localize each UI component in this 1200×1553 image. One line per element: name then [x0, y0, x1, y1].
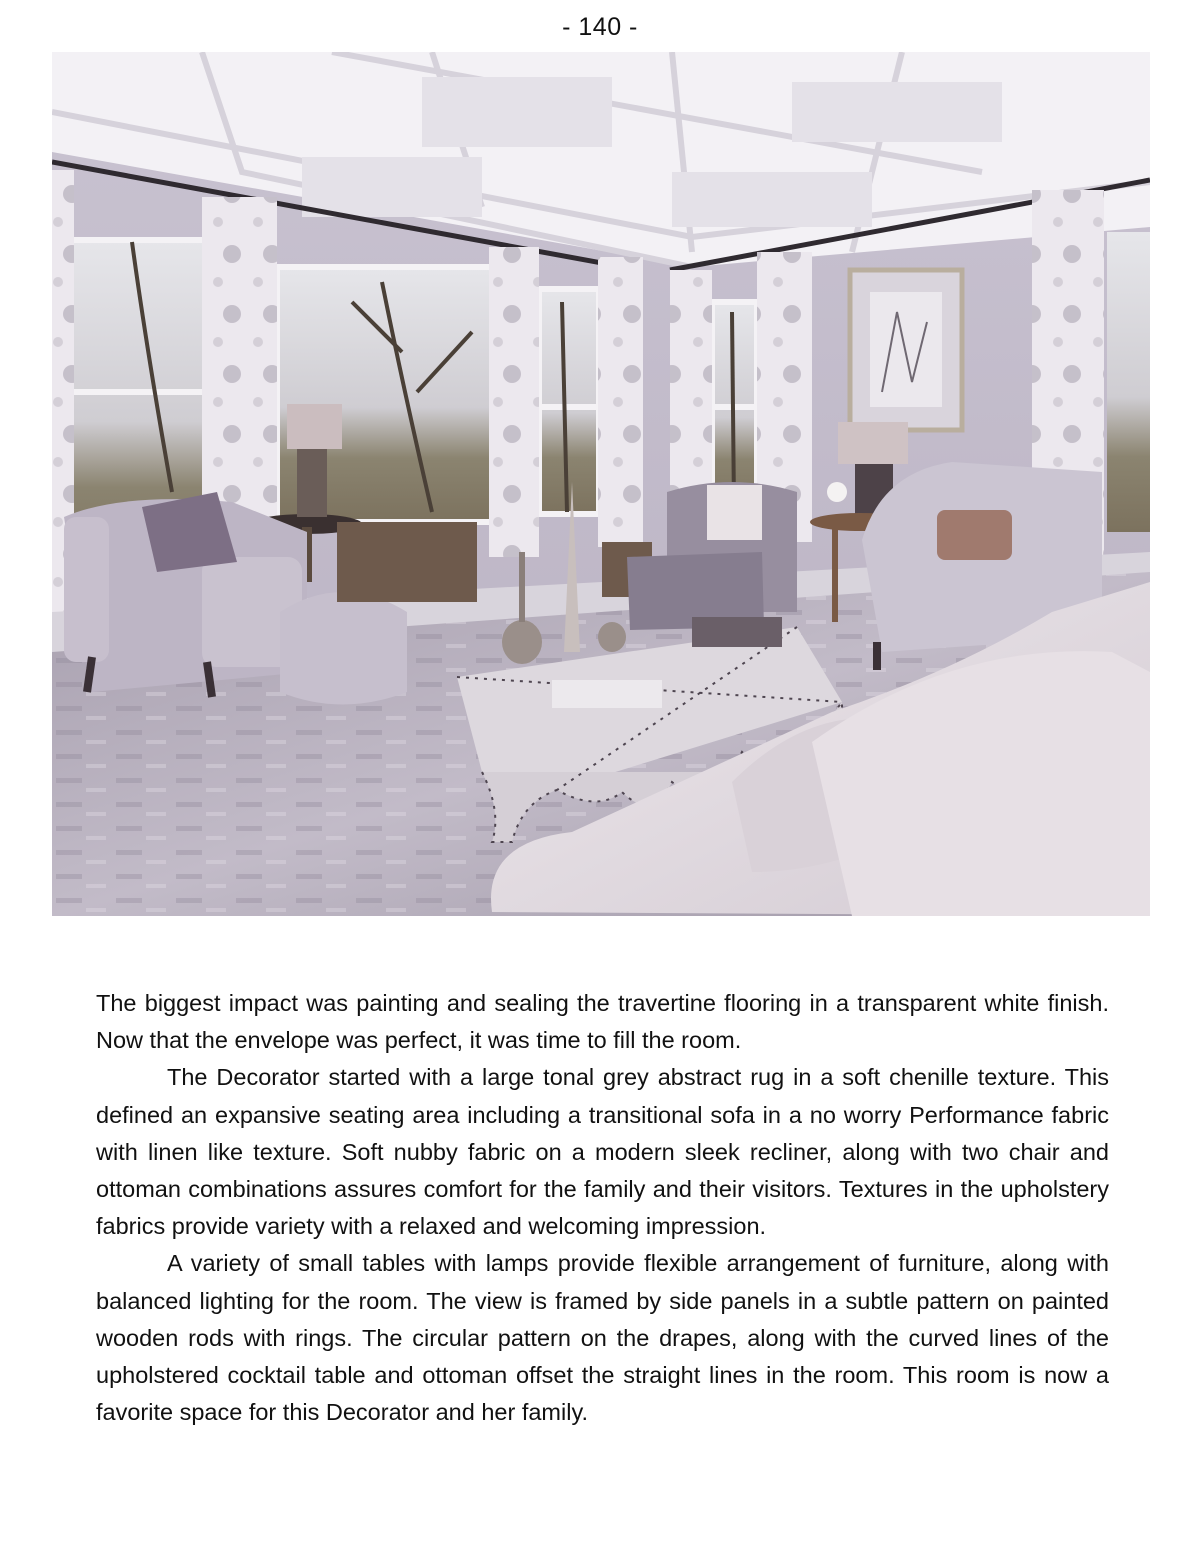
living-room-illustration [52, 52, 1150, 916]
living-room-photo [52, 52, 1150, 916]
page-number: - 140 - [562, 13, 638, 41]
paragraph-1: The biggest impact was painting and sealing the travertine flooring in a transparent white finish. Now that the envelope was perfect, it was time to fill the room. [96, 990, 1109, 1054]
paragraph-2: The Decorator started with a large tonal grey abstract rug in a soft chenille texture. This defined an expansive seating area including a transitional sofa in a no worry Performance fabric with linen like texture. Soft nubby fabric on a modern sleek recliner, along with two chair and ottoman combinations assures comfort for the family and their visitors. Textures in the upholstery fabrics provide variety with a relaxed and welcoming impression. [96, 1064, 1109, 1240]
paragraph-3: A variety of small tables with lamps provide flexible arrangement of furniture, along with balanced lighting for the room. The view is framed by side panels in a subtle pattern on painted wooden rods with rings. The circular pattern on the drapes, along with the curved lines of the upholstered cocktail table and ottoman offset the straight lines in the room. This room is now a favorite space for this Decorator and her family. [96, 1250, 1109, 1426]
article-body [96, 985, 1109, 1431]
